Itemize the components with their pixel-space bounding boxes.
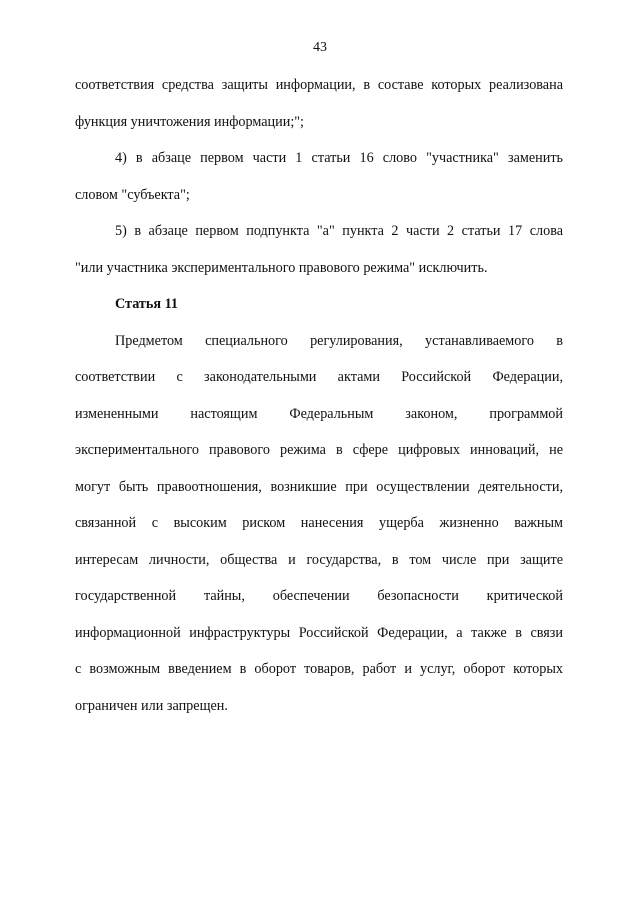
- paragraph-line: связанной с высоким риском нанесения ущерба жизненно важным: [75, 515, 563, 531]
- paragraph-line: ограничен или запрещен.: [75, 697, 228, 714]
- paragraph-line: могут быть правоотношения, возникшие при осуществлении деятельности,: [75, 478, 563, 495]
- page-number: 43: [313, 40, 327, 55]
- paragraph-line: государственной тайны, обеспечении безопасности критической: [75, 588, 563, 604]
- paragraph-line: Предметом специального регулирования, устанавливаемого в: [115, 332, 563, 349]
- paragraph-line: 4) в абзаце первом части 1 статьи 16 слово "участника" заменить: [115, 150, 563, 166]
- paragraph-line: функция уничтожения информации;";: [75, 113, 304, 130]
- paragraph-line: измененными настоящим Федеральным законом, программой: [75, 405, 563, 422]
- continuation-paragraph: [75, 72, 563, 145]
- paragraph-line: с возможным введением в оборот товаров, работ и услуг, оборот которых: [75, 661, 563, 677]
- paragraph-line: словом "субъекта";: [75, 186, 190, 203]
- article-heading: Статья 11: [115, 296, 179, 312]
- paragraph-line: соответствии с законодательными актами Российской Федерации,: [75, 369, 563, 385]
- paragraph-line: соответствия средства защиты информации, в составе которых реализована: [75, 77, 563, 93]
- article-11-paragraph: [75, 328, 563, 730]
- paragraph-line: "или участника экспериментального правового режима" исключить.: [75, 259, 488, 276]
- paragraph-line: информационной инфраструктуры Российской Федерации, а также в связи: [75, 624, 563, 641]
- amendment-item-5: [75, 218, 563, 291]
- paragraph-line: интересам личности, общества и государства, в том числе при защите: [75, 551, 563, 568]
- paragraph-line: экспериментального правового режима в сфере цифровых инноваций, не: [75, 442, 563, 458]
- document-body: [75, 72, 563, 729]
- amendment-item-4: [75, 145, 563, 218]
- paragraph-line: 5) в абзаце первом подпункта "а" пункта 2 части 2 статьи 17 слова: [115, 223, 563, 239]
